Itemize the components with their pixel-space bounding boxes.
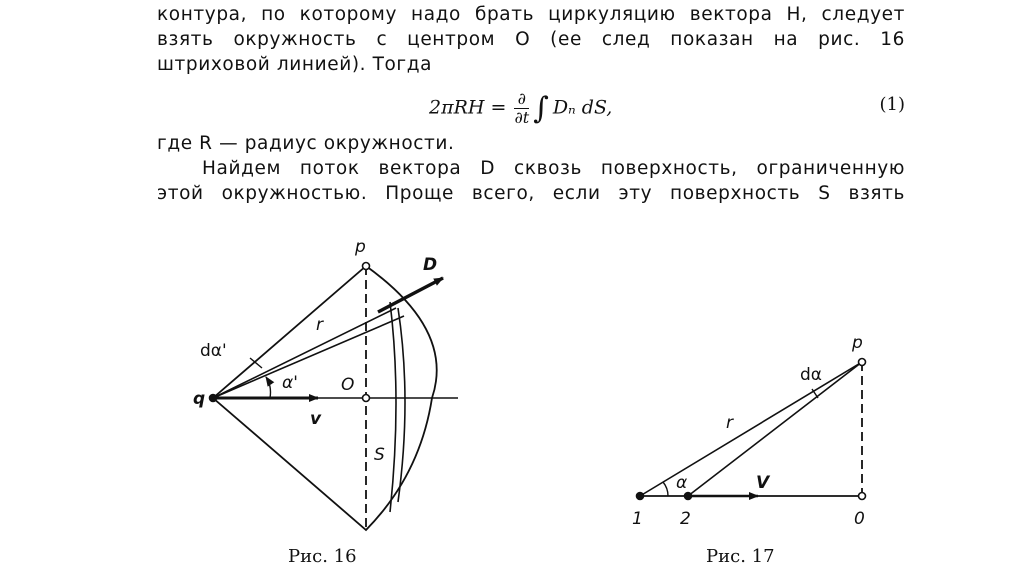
derivative-denominator: ∂t [514, 108, 530, 127]
fig16-label-r: r [316, 315, 323, 335]
fig17-point-p [859, 359, 866, 366]
fig17-ray-2 [688, 362, 862, 496]
fig16-ray-lower [213, 316, 404, 398]
derivative-numerator: ∂ [514, 90, 529, 109]
fig17-point-0 [859, 493, 866, 500]
equation-lhs: 2πRH = [429, 96, 507, 119]
fig17-label-dalpha: dα [800, 365, 822, 385]
fig16-strip-left [390, 302, 396, 512]
fig17-alpha-arc [663, 482, 668, 496]
integral-sign: ∫ [533, 91, 549, 126]
text-line-4: где R — радиус окружности. [157, 133, 455, 154]
fig17-caption: Рис. 17 [706, 546, 775, 567]
fig17-point-2 [684, 492, 692, 500]
fig16-label-alpha: α' [282, 373, 298, 393]
fig16-dalpha-pointer [250, 358, 262, 368]
fig16-point-p [363, 263, 370, 270]
fig16-point-O [363, 395, 370, 402]
fig17-label-r: r [726, 413, 733, 433]
fig16-ray-upper [213, 308, 396, 398]
text-line-3: штриховой линией). Тогда [157, 54, 433, 75]
text-line-6: этой окружностью. Проще всего, если эту поверхность S взять [157, 183, 905, 204]
fig16-strip-right [398, 308, 405, 502]
fig17-label-0: 0 [854, 509, 865, 529]
fig17-label-p: p [852, 333, 863, 353]
fig16-label-p: p [355, 237, 366, 257]
fig16-point-q [209, 394, 217, 402]
text-line-1: контура, по которому надо брать циркуляцию вектора Н, следует [157, 4, 905, 25]
fig17-label-V: V [756, 473, 770, 493]
fig16-label-dalpha: dα' [200, 341, 227, 361]
fig16-caption: Рис. 16 [288, 546, 357, 567]
fig17-label-1: 1 [632, 509, 643, 529]
text-line-5: Найдем поток вектора D сквозь поверхность, ограниченную [202, 158, 905, 179]
figure-17 [636, 359, 865, 500]
fig17-ray-1 [640, 362, 862, 496]
fig16-label-O: O [341, 375, 355, 395]
fig16-alpha-arc [266, 377, 271, 398]
fig17-point-1 [636, 492, 644, 500]
equation-number: (1) [879, 94, 905, 115]
fig16-label-D: D [423, 255, 438, 275]
figure-16 [209, 263, 458, 531]
fig16-label-q: q [193, 389, 206, 409]
fig17-label-alpha: α [676, 473, 688, 493]
text-line-2: взять окружность с центром О (ее след показан на рис. 16 [157, 29, 905, 50]
fig16-label-v: v [310, 409, 322, 429]
equation-rhs: Dₙ dS, [552, 96, 613, 119]
fig17-label-2: 2 [680, 509, 691, 529]
fig16-label-S: S [374, 445, 385, 465]
